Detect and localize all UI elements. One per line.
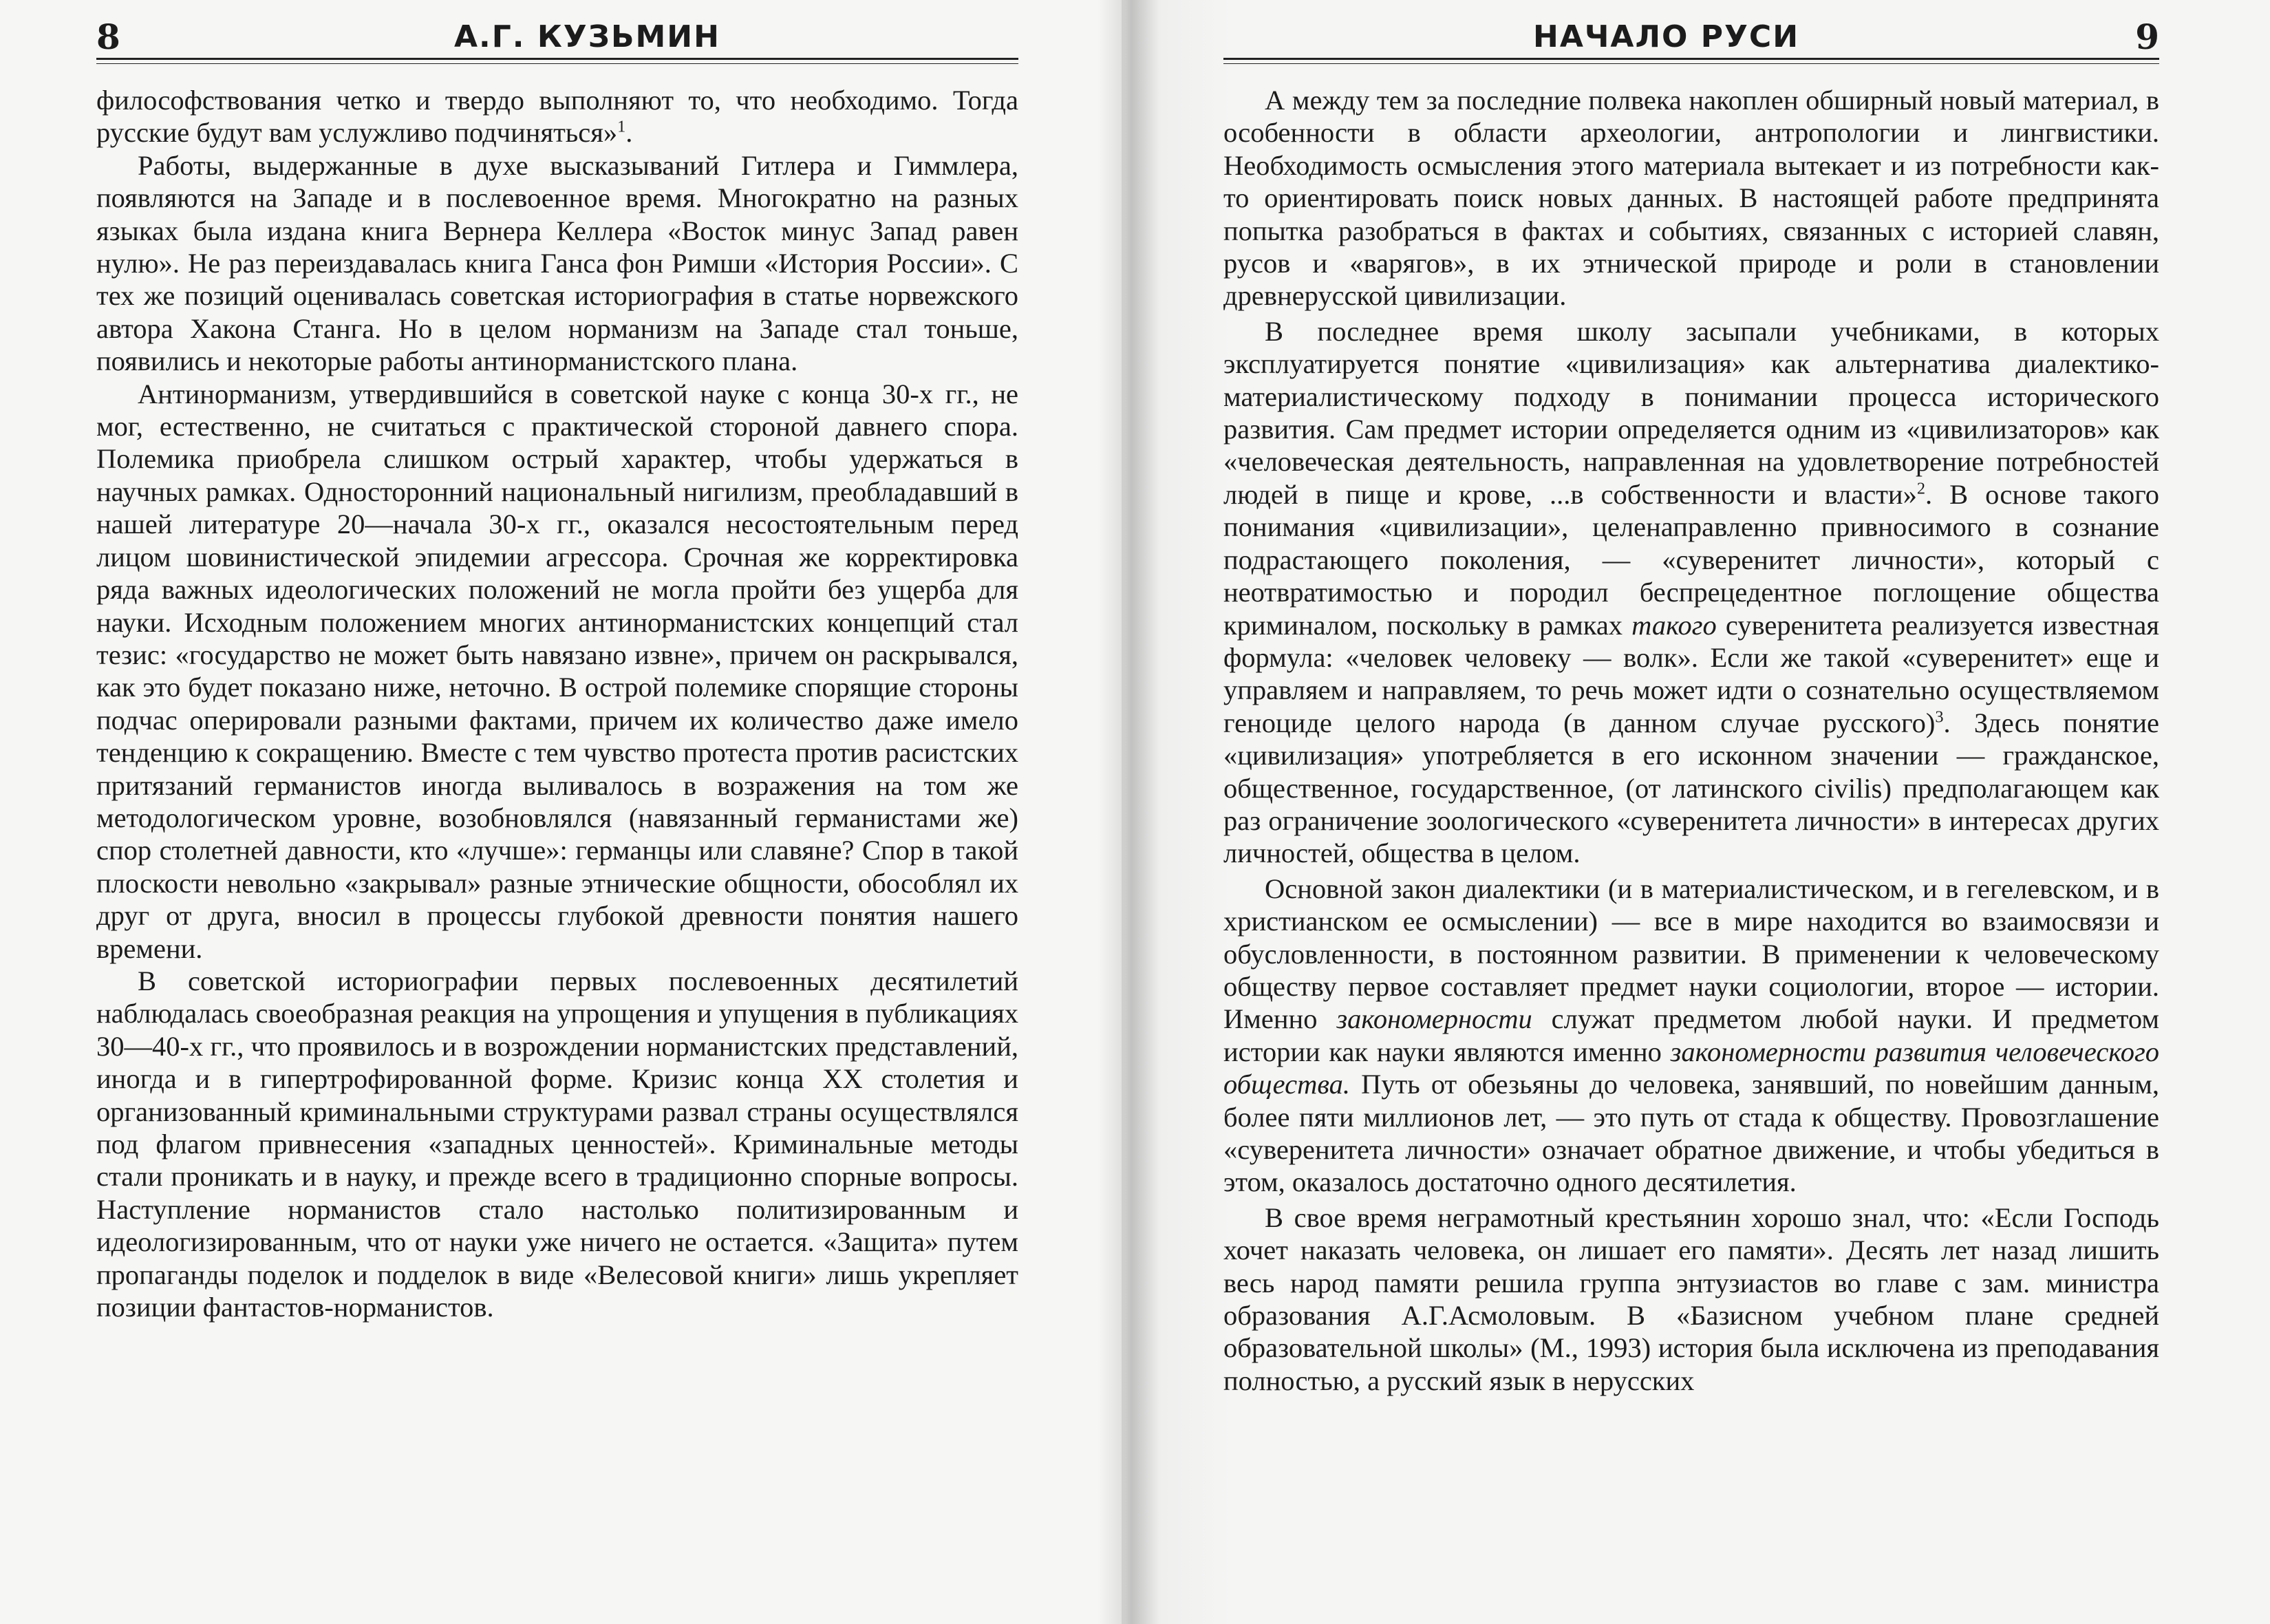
body-text — [1223, 84, 2159, 1397]
paragraph: В советской историографии первых послевоенных десятилетий наблюдалась своеобразная реакция на упрощения и упущения в публикациях 30—40-х гг., что проявилось и в возрождении норманистских представлений, иногда и в гипертрофированной форме. Кризис конца XX столетия и организованный криминальными структурами развал страны осуществлялся под флагом привнесения «западных ценностей». Криминальные методы стали проникать и в науку, и прежде всего в традиционно спорные вопросы. Наступление норманистов стало настолько политизированным и идеологизированным, что от науки уже ничего не остается. «Защита» путем пропаганды поделок и подделок в виде «Велесовой книги» лишь укрепляет позиции фантастов-норманистов. — [96, 965, 1018, 1323]
paragraph: А между тем за последние полвека накоплен обширный новый материал, в особенности в области археологии, антропологии и лингвистики. Необходимость осмысления этого материала вытекает и из потребности как-то ориентировать поиск новых данных. В настоящей работе предпринята попытка разобраться в фактах и событиях, связанных с историей славян, русов и «варягов», в их этнической природе и роли в становлении древнерусской цивилизации. — [1223, 85, 2159, 312]
paragraph: Основной закон диалектики (и в материалистическом, и в гегелевском, и в христианском ее осмыслении) — все в мире находится во взаимосвязи и обусловленности, в постоянном развитии. В применении к человеческому обществу первое составляет предмет науки социологии, второе — истории. Именно закономерности служат предметом любой науки. И предметом истории как науки являются именно закономерности развития человеческого общества. Путь от обезьяны до человека, занявший, по новейшим данным, более пяти миллионов лет, — это путь от стада к обществу. Провозглашение «суверенитета личности» означает обратное движение, и чтобы убедиться в этом, оказалось достаточно одного десятилетия. — [1223, 873, 2160, 1198]
right-page — [1122, 0, 2270, 1624]
body-text — [96, 84, 1018, 1323]
running-title: НАЧАЛО РУСИ — [1533, 19, 1800, 54]
left-page — [0, 0, 1122, 1624]
paragraph: философствования четко и твердо выполняют то, что необходимо. Тогда русские будут вам услужливо подчиняться»$^1$. — [96, 85, 1018, 149]
emphasis: закономерности развития человеческого общества. — [1223, 1036, 2159, 1100]
emphasis: закономерности — [1336, 1003, 1532, 1035]
footnote-ref: 1 — [617, 117, 626, 136]
footnote-ref: 3 — [1935, 707, 1944, 727]
paragraph: В свое время неграмотный крестьянин хорошо знал, что: «Если Господь хочет наказать человека, он лишает его памяти». Десять лет назад лишить весь народ памяти решила группа энтузиастов во главе с зам. министра образования А.Г.Асмоловым. В «Базисном учебном плане средней образовательной школы» (М., 1993) история была исключена из преподавания полностью, а русский язык в нерусских — [1223, 1201, 2159, 1396]
paragraph: Работы, выдержанные в духе высказываний Гитлера и Гиммлера, появляются на Западе и в послевоенное время. Многократно на разных языках была издана книга Вернера Келлера «Восток минус Запад равен нулю». Не раз переиздавалась книга Ганса фон Римши «История России». С тех же позиций оценивалась советская историография в статье норвежского автора Хакона Станга. Но в целом норманизм на Западе стал тоньше, появились и некоторые работы антинорманистского плана. — [96, 149, 1018, 377]
running-head — [1223, 10, 2159, 60]
footnote-ref: 2 — [1916, 479, 1925, 498]
emphasis: такого — [1631, 609, 1717, 641]
paragraph: В последнее время школу засыпали учебниками, в которых эксплуатируется понятие «цивилизация» как альтернатива диалектико-материалистическому подходу в понимании процесса исторического развития. Сам предмет истории определяется одним из «цивилизаторов» как «человеческая деятельность, направленная на удовлетворение потребностей людей в пище и крове, ...в собственности и власти»$^2$. В основе такого понимания «цивилизации», целенаправленно привносимого в сознание подрастающего поколения, — «суверенитет личности», который с неотвратимостью и породил беспрецедентное поглощение общества криминалом, поскольку в рамках такого суверенитета реализуется известная формула: «человек человеку — волк». Если же такой «суверенитет» еще и управляем и направляем, то речь может идти о сознательно осуществляемом геноциде целого народа (в данном случае русского)$^3$. Здесь понятие «цивилизация» употребляется в его исконном значении — гражданское, общественное, государственное, (от латинского civilis) предполагающем как раз ограничение зоологического «суверенитета личности» в интересах других личностей, общества в целом. — [1223, 315, 2159, 869]
running-head — [96, 10, 1018, 60]
paragraph: Антинорманизм, утвердившийся в советской науке с конца 30-х гг., не мог, естественно, не считаться с практической стороной давнего спора. Полемика приобрела слишком острый характер, чтобы удержаться в научных рамках. Односторонний национальный нигилизм, преобладавший в нашей литературе 20—начала 30-х гг., оказался несостоятельным перед лицом шовинистической эпидемии агрессора. Срочная же корректировка ряда важных идеологических положений не могла пройти без ущерба для науки. Исходным положением многих антинорманистских концепций стал тезис: «государство не может быть навязано извне», причем он раскрывался, как это будет показано ниже, неточно. В острой полемике спорящие стороны подчас оперировали разными фактами, причем их количество даже имело тенденцию к сокращению. Вместе с тем чувство протеста против расистских притязаний германистов иногда выливалось в возражения на том же методологическом уровне, возобновлялся (навязанный германистами же) спор столетней давности, кто «лучше»: германцы или славяне? Спор в такой плоскости невольно «закрывал» разные этнические общности, обособлял их друг от друга, вносил в процессы глубокой древности понятия нашего времени. — [96, 378, 1018, 964]
page-number: 9 — [2135, 17, 2159, 57]
running-title: А.Г. КУЗЬМИН — [454, 19, 720, 54]
page-number: 8 — [96, 17, 120, 57]
